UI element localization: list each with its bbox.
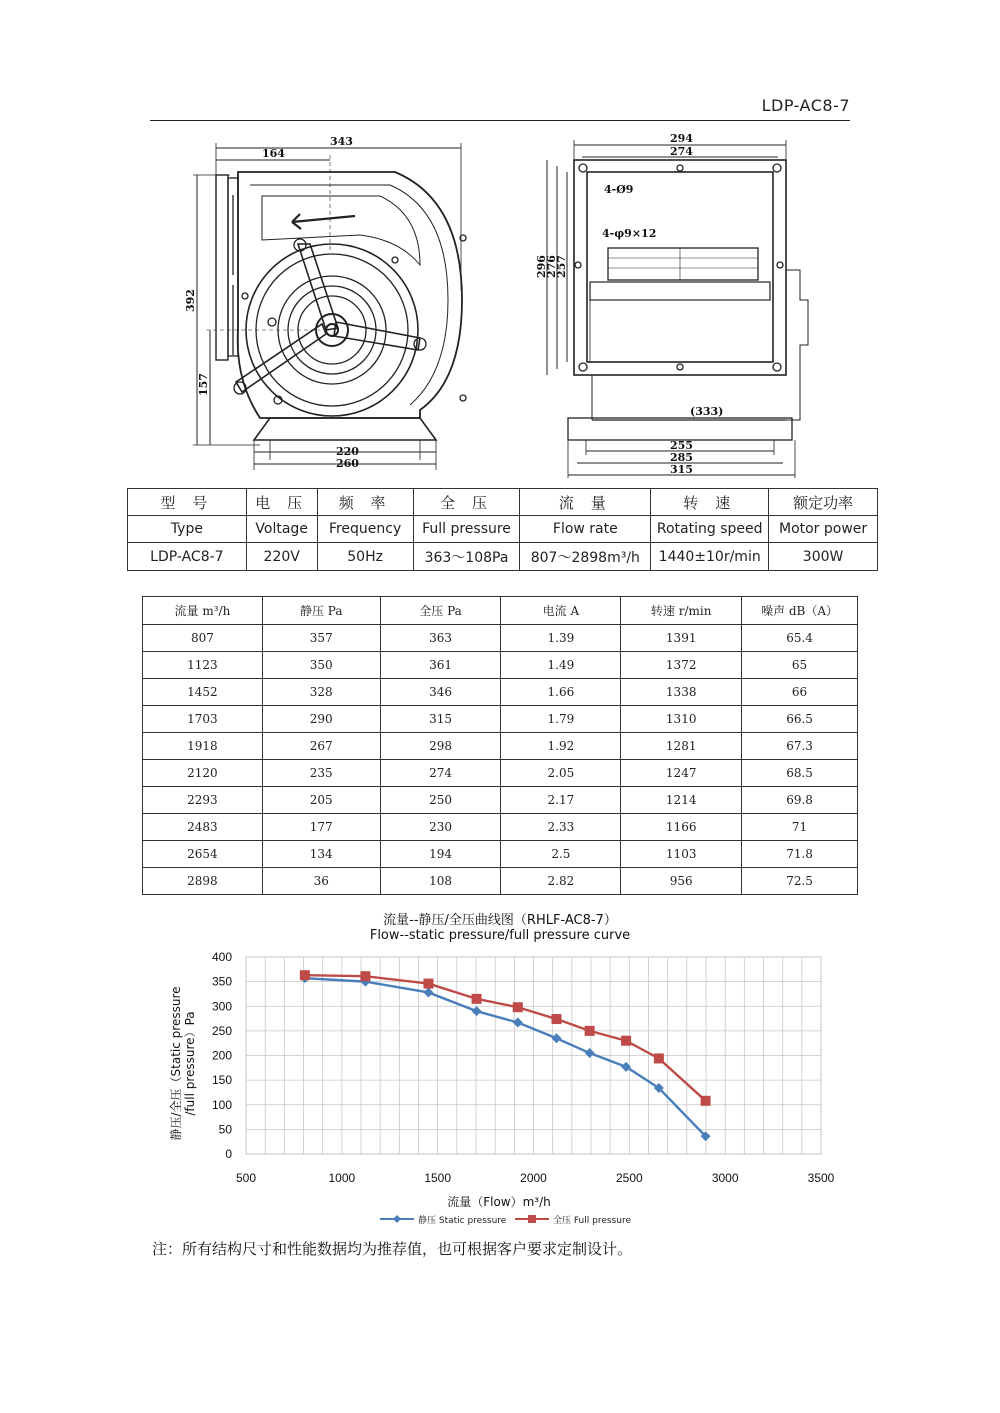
table-cell: 1310: [621, 706, 742, 733]
dim-255: 255: [670, 439, 693, 452]
dim-164: 164: [262, 147, 285, 160]
chart-subtitle: Flow--static pressure/full pressure curve: [369, 928, 631, 943]
table-cell: 1123: [143, 652, 263, 679]
table-cell: 1.39: [501, 625, 621, 652]
y-tick-label: 100: [211, 1097, 232, 1112]
spec-header-en: Flow rate: [520, 516, 651, 543]
spec-value-voltage: 220V: [246, 543, 317, 571]
data-point: [472, 1006, 482, 1016]
table-cell: 1.92: [501, 733, 621, 760]
x-tick-label: 2000: [520, 1171, 547, 1185]
spec-header-cn: 额定功率: [769, 489, 878, 516]
data-point: [360, 971, 370, 981]
dim-333: (333): [690, 405, 724, 418]
table-cell: 1452: [143, 679, 263, 706]
y-tick-label: 250: [211, 1023, 232, 1038]
dim-257: 257: [555, 255, 568, 278]
pressure-curve-chart: [160, 945, 850, 1235]
spec-header-cn: 流 量: [520, 489, 651, 516]
table-cell: 66: [742, 679, 858, 706]
table-cell: 2483: [143, 814, 263, 841]
performance-table: [142, 596, 858, 895]
perf-header: 噪声 dB（A）: [742, 597, 858, 625]
spec-header-cn: 全 压: [413, 489, 520, 516]
series-line: [305, 975, 706, 1101]
table-cell: 1338: [621, 679, 742, 706]
table-cell: 298: [380, 733, 501, 760]
perf-header: 全压 Pa: [380, 597, 501, 625]
x-tick-label: 2500: [615, 1171, 643, 1185]
front-view-drawing: [180, 128, 475, 478]
spec-header-en: Type: [128, 516, 247, 543]
table-cell: 328: [262, 679, 380, 706]
table-cell: 350: [262, 652, 380, 679]
legend-label: 静压 Static pressure: [418, 1216, 507, 1226]
table-cell: 108: [380, 868, 501, 895]
data-point: [585, 1048, 595, 1058]
table-cell: 274: [380, 760, 501, 787]
table-cell: 67.3: [742, 733, 858, 760]
table-cell: 956: [621, 868, 742, 895]
table-cell: 2654: [143, 841, 263, 868]
table-cell: 71.8: [742, 841, 858, 868]
table-row: [143, 652, 858, 679]
series-line: [305, 978, 706, 1136]
table-cell: 807: [143, 625, 263, 652]
legend-label: 全压 Full pressure: [553, 1216, 631, 1226]
table-cell: 177: [262, 814, 380, 841]
table-cell: 1214: [621, 787, 742, 814]
data-point: [423, 979, 433, 989]
table-cell: 1281: [621, 733, 742, 760]
spec-value-power: 300W: [769, 543, 878, 571]
table-row: [143, 625, 858, 652]
data-point: [552, 1014, 562, 1024]
table-cell: 1103: [621, 841, 742, 868]
table-cell: 205: [262, 787, 380, 814]
table-cell: 1372: [621, 652, 742, 679]
spec-value-frequency: 50Hz: [317, 543, 413, 571]
table-cell: 361: [380, 652, 501, 679]
data-point: [472, 994, 482, 1004]
table-cell: 1918: [143, 733, 263, 760]
y-tick-label: 150: [211, 1073, 232, 1088]
table-cell: 2.17: [501, 787, 621, 814]
header-rule: [150, 120, 850, 121]
spec-header-cn: 型 号: [128, 489, 247, 516]
table-cell: 267: [262, 733, 380, 760]
spec-value-speed: 1440±10r/min: [651, 543, 769, 571]
data-point: [621, 1036, 631, 1046]
y-axis-label: 静压/全压（Static pressure: [169, 986, 183, 1141]
spec-value-type: LDP-AC8-7: [128, 543, 247, 571]
table-cell: 250: [380, 787, 501, 814]
dim-260: 260: [336, 457, 359, 470]
x-tick-label: 3000: [711, 1171, 739, 1185]
spec-header-en: Full pressure: [413, 516, 520, 543]
dim-294: 294: [670, 132, 693, 145]
spec-header-cn: 电 压: [246, 489, 317, 516]
x-axis-label: 流量（Flow）m³/h: [447, 1195, 551, 1209]
data-point: [701, 1096, 711, 1106]
spec-value-flow-rate: 807～2898m³/h: [520, 543, 651, 571]
table-cell: 1703: [143, 706, 263, 733]
y-tick-label: 350: [211, 974, 232, 989]
x-tick-label: 3500: [807, 1171, 835, 1185]
table-row: [143, 787, 858, 814]
table-cell: 134: [262, 841, 380, 868]
y-tick-label: 50: [218, 1122, 232, 1137]
dim-220: 220: [336, 445, 359, 458]
table-cell: 194: [380, 841, 501, 868]
footnote: 注：所有结构尺寸和性能数据均为推荐值，也可根据客户要求定制设计。: [152, 1240, 633, 1258]
dim-276: 276: [545, 255, 558, 278]
table-row: [143, 760, 858, 787]
perf-header: 静压 Pa: [262, 597, 380, 625]
x-tick-label: 500: [235, 1171, 257, 1185]
x-tick-label: 1000: [328, 1171, 356, 1185]
x-tick-label: 1500: [424, 1171, 452, 1185]
perf-header: 转速 r/min: [621, 597, 742, 625]
table-cell: 1.49: [501, 652, 621, 679]
dim-285: 285: [670, 451, 693, 464]
table-cell: 363: [380, 625, 501, 652]
table-row: [143, 841, 858, 868]
table-cell: 290: [262, 706, 380, 733]
table-cell: 346: [380, 679, 501, 706]
perf-header: 电流 A: [501, 597, 621, 625]
spec-header-en: Rotating speed: [651, 516, 769, 543]
data-point: [513, 1002, 523, 1012]
table-cell: 2.82: [501, 868, 621, 895]
dim-315: 315: [670, 463, 693, 476]
spec-header-cn: 频 率: [317, 489, 413, 516]
dim-343: 343: [330, 135, 353, 148]
data-point: [654, 1053, 664, 1063]
performance-table-body: [143, 625, 858, 895]
table-cell: 1247: [621, 760, 742, 787]
dim-274: 274: [670, 145, 693, 158]
y-tick-label: 400: [211, 950, 232, 964]
table-row: [143, 814, 858, 841]
dim-157: 157: [197, 373, 210, 396]
table-cell: 72.5: [742, 868, 858, 895]
table-row: [143, 868, 858, 895]
table-cell: 1.66: [501, 679, 621, 706]
hole-label-2: 4-φ9×12: [602, 227, 657, 240]
table-cell: 230: [380, 814, 501, 841]
hole-label-1: 4-Ø9: [604, 183, 634, 196]
y-axis-label: /full pressure）Pa: [183, 1011, 197, 1116]
table-row: [143, 679, 858, 706]
table-cell: 2898: [143, 868, 263, 895]
spec-header-en: Frequency: [317, 516, 413, 543]
table-cell: 68.5: [742, 760, 858, 787]
y-tick-label: 200: [211, 1048, 232, 1063]
table-cell: 65: [742, 652, 858, 679]
spec-header-cn: 转 速: [651, 489, 769, 516]
model-header: LDP-AC8-7: [761, 96, 850, 115]
side-view-drawing: [535, 128, 820, 478]
perf-header: 流量 m³/h: [143, 597, 263, 625]
data-point: [585, 1026, 595, 1036]
spec-value-full-pressure: 363～108Pa: [413, 543, 520, 571]
data-point: [300, 970, 310, 980]
table-cell: 2293: [143, 787, 263, 814]
spec-table: [127, 488, 878, 571]
table-row: [143, 706, 858, 733]
table-cell: 1391: [621, 625, 742, 652]
table-cell: 2.33: [501, 814, 621, 841]
table-cell: 71: [742, 814, 858, 841]
table-cell: 2.5: [501, 841, 621, 868]
y-tick-label: 300: [211, 999, 232, 1014]
table-cell: 315: [380, 706, 501, 733]
table-cell: 66.5: [742, 706, 858, 733]
legend-marker: [528, 1215, 536, 1223]
table-cell: 1166: [621, 814, 742, 841]
table-cell: 69.8: [742, 787, 858, 814]
table-row: [143, 733, 858, 760]
table-cell: 65.4: [742, 625, 858, 652]
table-cell: 1.79: [501, 706, 621, 733]
spec-header-en: Motor power: [769, 516, 878, 543]
data-point: [423, 987, 433, 997]
dim-392: 392: [184, 289, 197, 312]
table-cell: 2.05: [501, 760, 621, 787]
table-cell: 36: [262, 868, 380, 895]
table-cell: 2120: [143, 760, 263, 787]
dim-296: 296: [535, 255, 548, 278]
spec-header-en: Voltage: [246, 516, 317, 543]
table-cell: 235: [262, 760, 380, 787]
y-tick-label: 0: [225, 1147, 232, 1161]
legend-marker: [393, 1215, 401, 1223]
table-cell: 357: [262, 625, 380, 652]
chart-title: 流量--静压/全压曲线图（RHLF-AC8-7）: [383, 913, 617, 928]
